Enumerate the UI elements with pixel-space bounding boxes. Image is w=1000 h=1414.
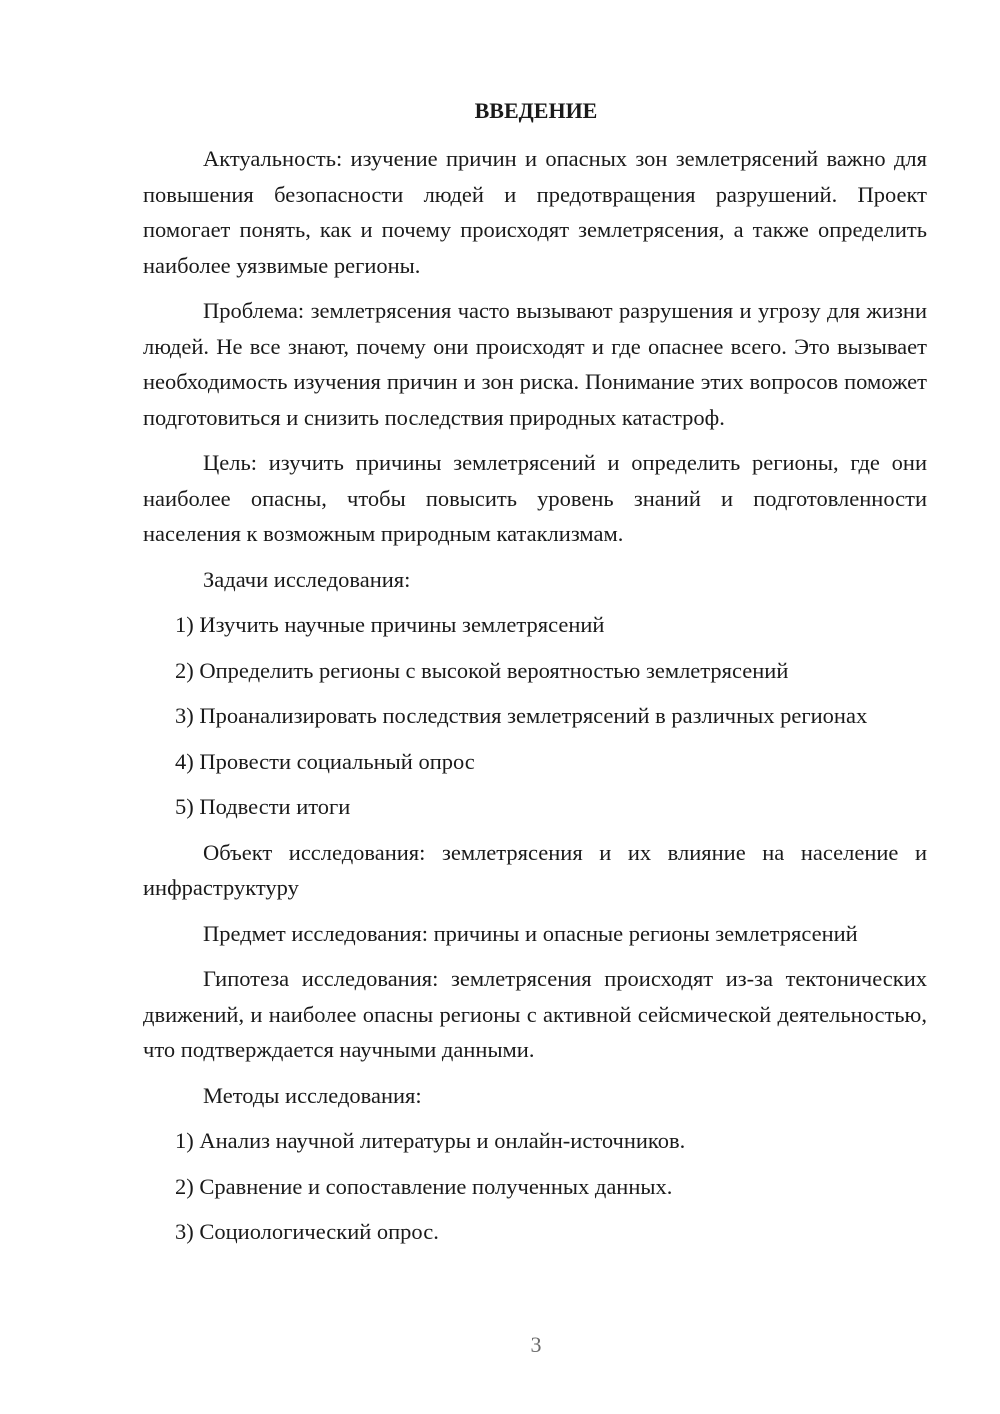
page-number: 3 (530, 1332, 542, 1357)
method-item-3: 3) Социологический опрос. (175, 1219, 439, 1244)
paragraph-relevance: Актуальность: изучение причин и опасных зон землетрясений важно для повышения безопасности людей и предотвращения разрушений. Проект помогает понять, как и почему происходят землетрясения, а также определить наиболее уязвимые регионы. (143, 146, 927, 278)
task-item-2: 2) Определить регионы с высокой вероятностью землетрясений (175, 657, 789, 683)
page-title: ВВЕДЕНИЕ (474, 98, 598, 123)
paragraph-problem: Проблема: землетрясения часто вызывают разрушения и угрозу для жизни людей. Не все знают, почему они происходят и где опаснее всего. Это вызывает необходимость изучения причин и зон риска. Понимание этих вопросов поможет подготовиться и снизить последствия природных катастроф. (143, 298, 927, 430)
paragraph-object: Объект исследования: землетрясения и их влияние на население и инфраструктуру (143, 839, 927, 900)
task-item-3: 3) Проанализировать последствия землетрясений в различных регионах (175, 703, 868, 728)
method-item-1: 1) Анализ научной литературы и онлайн-источников. (175, 1128, 686, 1153)
task-item-5: 5) Подвести итоги (175, 794, 351, 819)
paragraph-hypothesis: Гипотеза исследования: землетрясения происходят из-за тектонических движений, и наиболее опасны регионы с активной сейсмической деятельностью, что подтверждается научными данными. (143, 966, 927, 1062)
task-item-4: 4) Провести социальный опрос (175, 748, 475, 774)
methods-heading: Методы исследования: (203, 1082, 422, 1108)
tasks-heading: Задачи исследования: (203, 566, 411, 592)
paragraph-goal: Цель: изучить причины землетрясений и определить регионы, где они наиболее опасны, чтобы повысить уровень знаний и подготовленности населения к возможным природным катаклизмам. (143, 450, 927, 546)
page-body (143, 141, 927, 1260)
method-item-2: 2) Сравнение и сопоставление полученных данных. (175, 1173, 673, 1199)
paragraph-subject: Предмет исследования: причины и опасные регионы землетрясений (203, 920, 858, 946)
task-item-1: 1) Изучить научные причины землетрясений (175, 612, 605, 637)
